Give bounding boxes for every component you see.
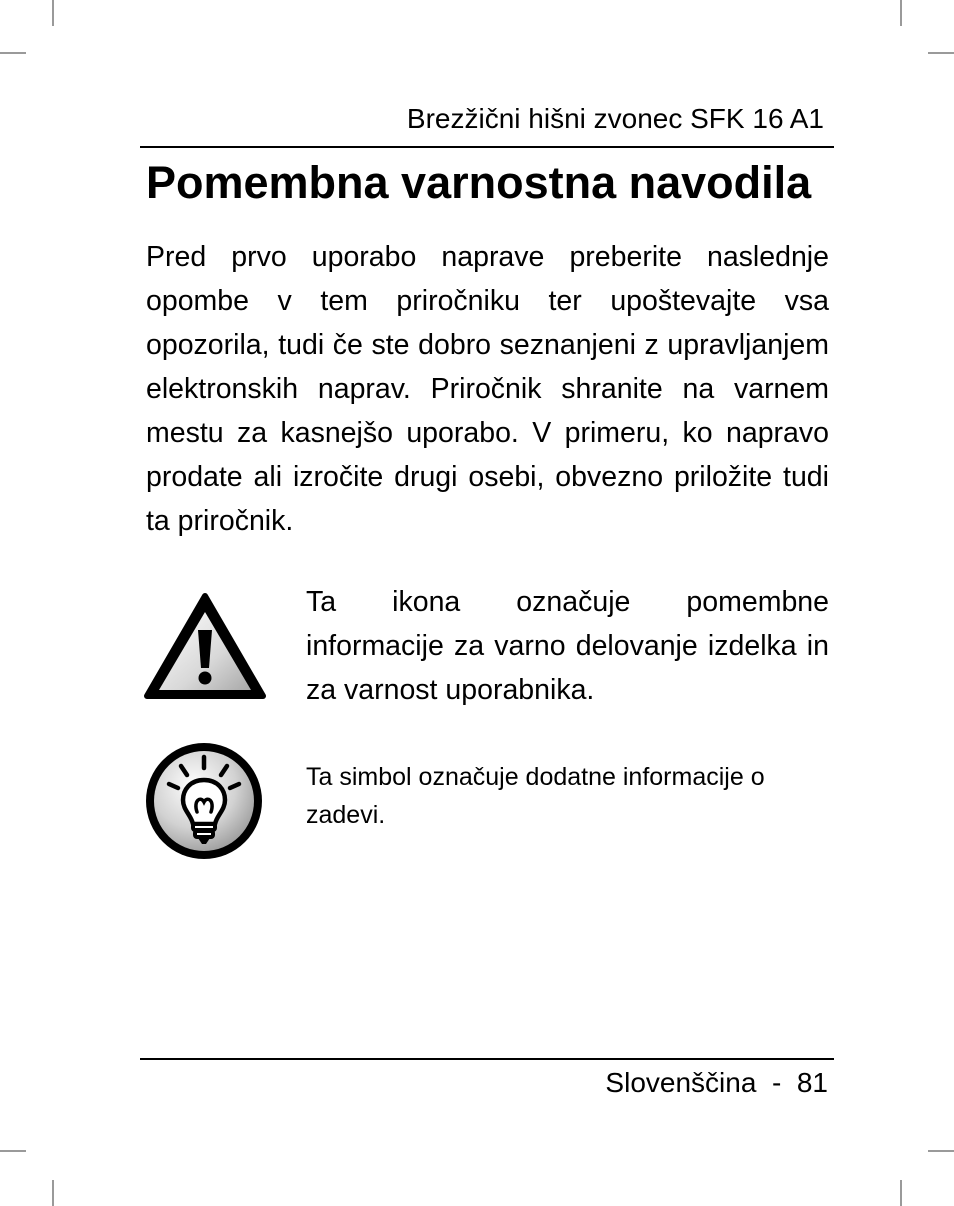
crop-mark bbox=[928, 1150, 954, 1152]
crop-mark bbox=[900, 1180, 902, 1206]
warning-triangle-icon bbox=[143, 592, 267, 702]
crop-mark bbox=[52, 1180, 54, 1206]
lightbulb-icon bbox=[143, 740, 265, 862]
crop-mark bbox=[0, 1150, 26, 1152]
page-title: Pomembna varnostna navodila bbox=[146, 157, 812, 208]
tip-note-text: Ta simbol označuje dodatne informacije o zadevi. bbox=[306, 763, 765, 829]
footer-language-page: Slovenščina - 81 bbox=[605, 1067, 828, 1098]
crop-mark bbox=[900, 0, 902, 26]
crop-mark bbox=[52, 0, 54, 26]
header-rule bbox=[140, 146, 834, 148]
footer-rule bbox=[140, 1058, 834, 1060]
crop-mark bbox=[0, 52, 26, 54]
running-header: Brezžični hišni zvonec SFK 16 A1 bbox=[406, 103, 824, 134]
crop-mark bbox=[928, 52, 954, 54]
warning-note-text: Ta ikona označuje pomembne informacije za varno delovanje izdelka in za varnost uporabnika. bbox=[306, 586, 829, 706]
intro-paragraph: Pred prvo uporabo naprave preberite naslednje opombe v tem priročniku ter upoštevajte vsa opozorila, tudi če ste dobro seznanjeni z upravljanjem elektronskih naprav. Priročnik shranite na varnem mestu za kasnejšo uporabo. V primeru, ko napravo prodate ali izročite drugi osebi, obvezno priložite tudi ta priročnik. bbox=[146, 241, 829, 537]
